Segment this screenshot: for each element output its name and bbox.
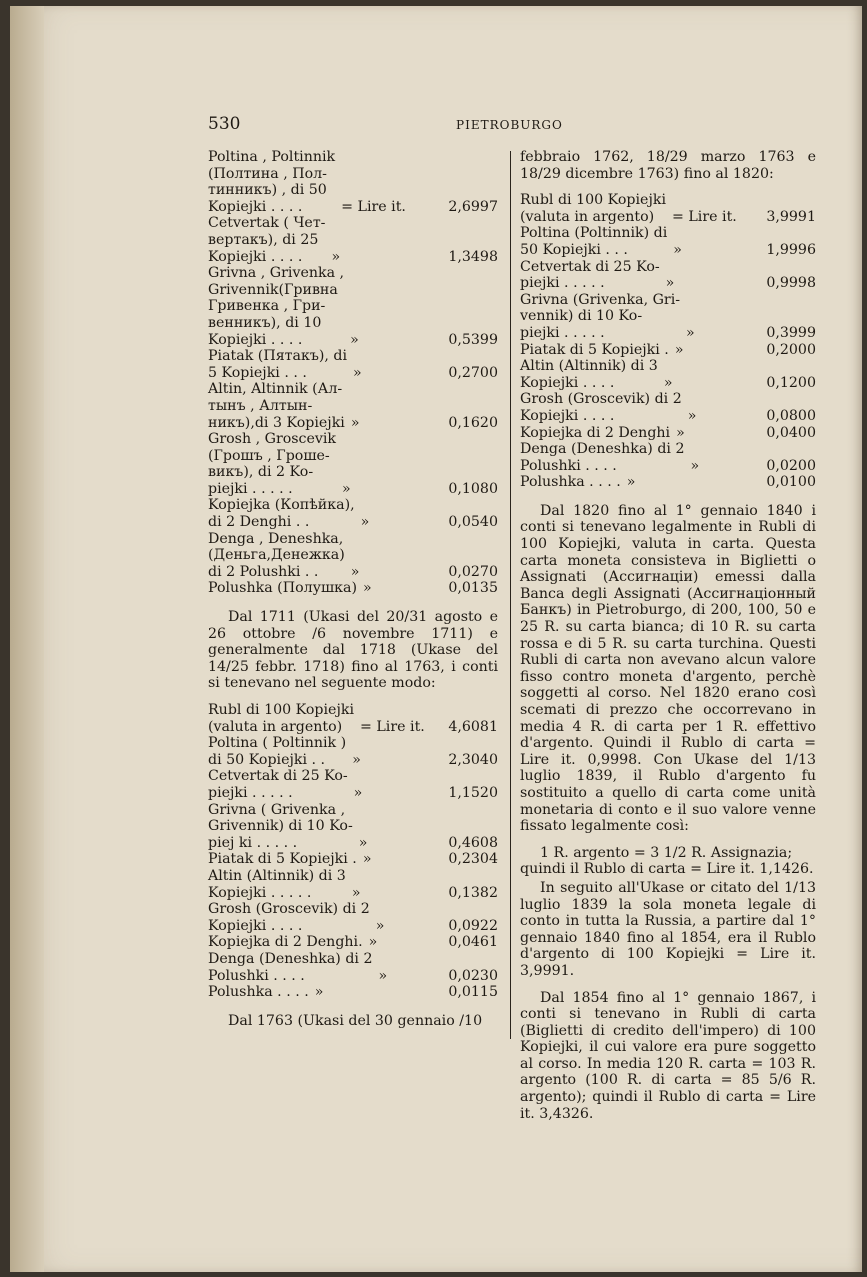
coin-value: 0,1200	[766, 374, 816, 391]
equals-sign: »	[353, 784, 363, 801]
coin-value: 0,2000	[766, 341, 816, 358]
coin-value: 0,2304	[448, 851, 498, 868]
coin-value: 0,0100	[766, 474, 816, 491]
table-row	[208, 702, 498, 735]
equals-sign: »	[375, 917, 385, 934]
equals-sign: »	[351, 884, 361, 901]
equals-sign: »	[350, 331, 359, 348]
coin-name: Denga (Deneshka) di 2 Polushki . . . .	[208, 950, 373, 984]
table-row	[208, 381, 498, 431]
table-row	[520, 225, 816, 258]
coin-value: 2,6997	[448, 198, 498, 215]
table-row	[520, 259, 816, 292]
equals-sign: »	[378, 967, 388, 984]
table-row	[520, 342, 816, 359]
coin-name: Poltina ( Poltinnik ) di 50 Kopiejki . .	[208, 735, 347, 768]
table-row	[520, 192, 816, 225]
coin-value: 0,1620	[448, 414, 498, 431]
coin-name: Kopiejka (Копѣйка), di 2 Denghi . .	[208, 497, 355, 531]
equation-assignazia: 1 R. argento = 3 1/2 R. Assignazia;	[540, 844, 793, 861]
table-row	[520, 474, 816, 491]
coin-value: 0,0230	[448, 967, 498, 984]
coin-value: 0,0800	[766, 407, 816, 424]
coin-value: 0,0540	[448, 514, 498, 531]
table-row	[208, 851, 498, 868]
paragraph-1854: Dal 1854 fino al 1° gennaio 1867, i conti si tenevano in Rubli di carta (Biglietti di credito dell'impero) di 100 Kopiejki, il cui valore era pure soggetto al corso. In media 120 R. carta = 103 R. argento (100 R. di carta = 85 5/6 R. argento); quindi il Rublo di carta = Lire it. 3,4326.	[520, 989, 816, 1122]
coin-name: Altin (Altinnik) di 3 Kopiejki . . . . .	[208, 867, 346, 901]
page-number: 530	[208, 114, 241, 134]
coin-name: Altin (Altinnik) di 3 Kopiejki . . . .	[520, 358, 658, 391]
coin-value: 0,1382	[448, 884, 498, 901]
coin-value: 0,0135	[448, 580, 498, 597]
table-coins-1763-1820	[520, 192, 816, 491]
coin-name: Grivna , Grivenka , Grivennik(Гривна Гривенка , Гри- венникъ), di 10 Kopiejki . . . .	[208, 265, 345, 348]
coin-name: Poltina (Poltinnik) di 50 Kopiejki . . .	[520, 225, 668, 258]
equation-rublo-carta: quindi il Rublo di carta = Lire it. 1,1426.	[520, 861, 814, 878]
table-row	[208, 149, 498, 215]
table-row	[520, 441, 816, 474]
coin-value: 0,4608	[448, 834, 498, 851]
equals-sign: »	[331, 248, 341, 265]
equals-sign: »	[314, 984, 324, 1001]
coin-name: Grosh , Groscevik (Грошъ , Гроше- викъ), di 2 Ko- piejki . . . . .	[208, 431, 337, 497]
paragraph-1839: In seguito all'Ukase or citato del 1/13 luglio 1839 la sola moneta legale di conto in tutta la Russia, a partire dal 1° gennaio 1840 fino al 1854, era il Rublo d'argento di 100 Kopiejki = Lire it. 3,9991.	[520, 879, 816, 979]
coin-value: 4,6081	[448, 718, 498, 735]
coin-value: 0,1080	[448, 480, 498, 497]
equals-sign: »	[686, 324, 695, 341]
coin-value: 0,9998	[766, 275, 816, 292]
paragraph-1711: Dal 1711 (Ukasi del 20/31 agosto e 26 ottobre /6 novembre 1711) e generalmente dal 1718 (Ukase del 14/25 febbr. 1718) fino al 1763, i conti si tenevano nel seguente modo:	[208, 609, 498, 692]
table-row	[208, 768, 498, 801]
equals-sign: »	[350, 414, 360, 431]
coin-value: 0,0115	[448, 984, 498, 1001]
coin-name: Denga (Deneshka) di 2 Polushki . . . .	[520, 441, 685, 474]
table-row	[208, 984, 498, 1001]
coin-name: Cetvertak ( Чет- вертакъ), di 25 Kopiejki . . . .	[208, 215, 326, 265]
book-page	[10, 6, 862, 1272]
paragraph-1763: Dal 1763 (Ukasi del 30 gennaio /10	[228, 1012, 483, 1029]
coin-name: Denga , Deneshka, (Деньга,Денежка) di 2 Polushki . .	[208, 530, 345, 580]
coin-value: 0,0270	[448, 563, 498, 580]
equals-sign: »	[673, 241, 682, 258]
coin-name: Poltina , Poltinnik (Полтина , Пол- тинникъ) , di 50 Kopiejki . . . .	[208, 149, 336, 215]
coin-value: 3,9991	[766, 208, 816, 225]
coin-name: Grivna ( Grivenka , Grivennik) di 10 Ko- piej ki . . . . .	[208, 801, 353, 851]
table-row	[520, 292, 816, 342]
table-row	[208, 265, 498, 348]
coin-value: 1,9996	[766, 241, 816, 258]
coin-name: Cetvertak di 25 Ko- piejki . . . . .	[208, 768, 348, 801]
equals-sign: »	[358, 834, 368, 851]
coin-name: Grosh (Groscevik) di 2 Kopiejki . . . .	[520, 391, 682, 424]
equals-sign: = Lire it.	[341, 198, 406, 215]
equals-sign: »	[362, 851, 372, 868]
coin-name: Polushka . . . .	[520, 474, 621, 491]
table-row	[208, 215, 498, 265]
right-column	[520, 149, 816, 1132]
equals-sign: »	[690, 457, 700, 474]
coin-value: 0,5399	[448, 331, 498, 348]
equals-sign: = Lire it.	[671, 208, 737, 225]
coin-value: 2,3040	[448, 751, 498, 768]
coin-value: 0,2700	[448, 364, 498, 381]
table-coins-pre-1711	[208, 149, 498, 597]
table-row	[520, 358, 816, 391]
equals-sign: »	[665, 275, 675, 292]
left-column	[208, 149, 498, 1039]
table-row	[208, 431, 498, 497]
coin-name: Kopiejka di 2 Denghi.	[208, 934, 363, 951]
table-row	[208, 580, 498, 597]
table-row	[208, 901, 498, 934]
coin-name: Piatak di 5 Kopiejki .	[208, 851, 357, 868]
equals-sign: »	[352, 751, 361, 768]
table-row	[520, 425, 816, 442]
coin-name: Rubl di 100 Kopiejki (valuta in argento)	[208, 702, 354, 735]
equals-sign: = Lire it.	[359, 718, 425, 735]
equals-sign: »	[676, 424, 685, 441]
coin-name: Piatak (Пятакъ), di 5 Kopiejki . . .	[208, 348, 348, 381]
table-row	[208, 951, 498, 984]
coin-value: 0,0461	[448, 934, 498, 951]
equals-sign: »	[342, 480, 351, 497]
coin-name: Piatak di 5 Kopiejki .	[520, 341, 669, 358]
equals-sign: »	[674, 341, 684, 358]
running-head: PIETROBURGO	[456, 118, 563, 132]
coin-value: 0,0922	[448, 917, 498, 934]
coin-name: Kopiejka di 2 Denghi	[520, 424, 671, 441]
paragraph-intro: febbraio 1762, 18/29 marzo 1763 e 18/29 dicembre 1763) fino al 1820:	[520, 149, 816, 182]
coin-name: Grosh (Groscevik) di 2 Kopiejki . . . .	[208, 901, 370, 934]
table-row	[208, 531, 498, 581]
column-divider	[510, 151, 511, 1039]
equals-sign: »	[360, 514, 370, 531]
equals-sign: »	[663, 374, 673, 391]
equals-sign: »	[368, 934, 378, 951]
coin-name: Rubl di 100 Kopiejki (valuta in argento)	[520, 192, 666, 225]
equals-sign: »	[626, 474, 636, 491]
table-row	[208, 802, 498, 852]
table-coins-1711-1763	[208, 702, 498, 1001]
table-row	[208, 868, 498, 901]
table-row	[208, 934, 498, 951]
table-row	[208, 348, 498, 381]
coin-value: 1,3498	[448, 248, 498, 265]
equals-sign: »	[363, 580, 372, 597]
coin-value: 0,0400	[766, 424, 816, 441]
coin-name: Altin, Altinnik (Ал- тынъ , Алтын- никъ),di 3 Kopiejki	[208, 381, 345, 431]
equals-sign: »	[350, 563, 360, 580]
coin-name: Grivna (Grivenka, Gri- vennik) di 10 Ko- piejki . . . . .	[520, 291, 681, 341]
equals-sign: »	[687, 407, 697, 424]
coin-value: 1,1520	[448, 784, 498, 801]
coin-name: Cetvertak di 25 Ko- piejki . . . . .	[520, 258, 660, 292]
equals-sign: »	[353, 364, 362, 381]
table-row	[208, 497, 498, 530]
coin-name: Polushka (Полушка)	[208, 580, 358, 597]
coin-value: 0,3999	[766, 324, 816, 341]
coin-name: Polushka . . . .	[208, 984, 309, 1001]
table-row	[208, 735, 498, 768]
table-row	[520, 391, 816, 424]
coin-value: 0,0200	[766, 457, 816, 474]
paragraph-1820: Dal 1820 fino al 1° gennaio 1840 i conti si tenevano legalmente in Rubli di 100 Kopiejki, valuta in carta. Questa carta moneta consisteva in Biglietti o Assignati (Ассигнацiи) emessi dalla Banca degli Assignati (Ассигнацiонный Банкъ) in Pietroburgo, di 200, 100, 50 e 25 R. su carta bianca; di 10 R. su carta rossa e di 5 R. su carta turchina. Questi Rubli di carta non avevano alcun valore fisso contro moneta d'argento, perchè soggetti al corso. Nel 1820 erano così scemati di prezzo che occorrevano in media 4 R. di carta per 1 R. effettivo d'argento. Quindi il Rublo di carta = Lire it. 0,9998. Con Ukase del 1/13 luglio 1839, il Rublo d'argento fu sostituito a quello di carta come unità monetaria di conto e il suo valore venne fissato legalmente così:	[520, 502, 816, 835]
